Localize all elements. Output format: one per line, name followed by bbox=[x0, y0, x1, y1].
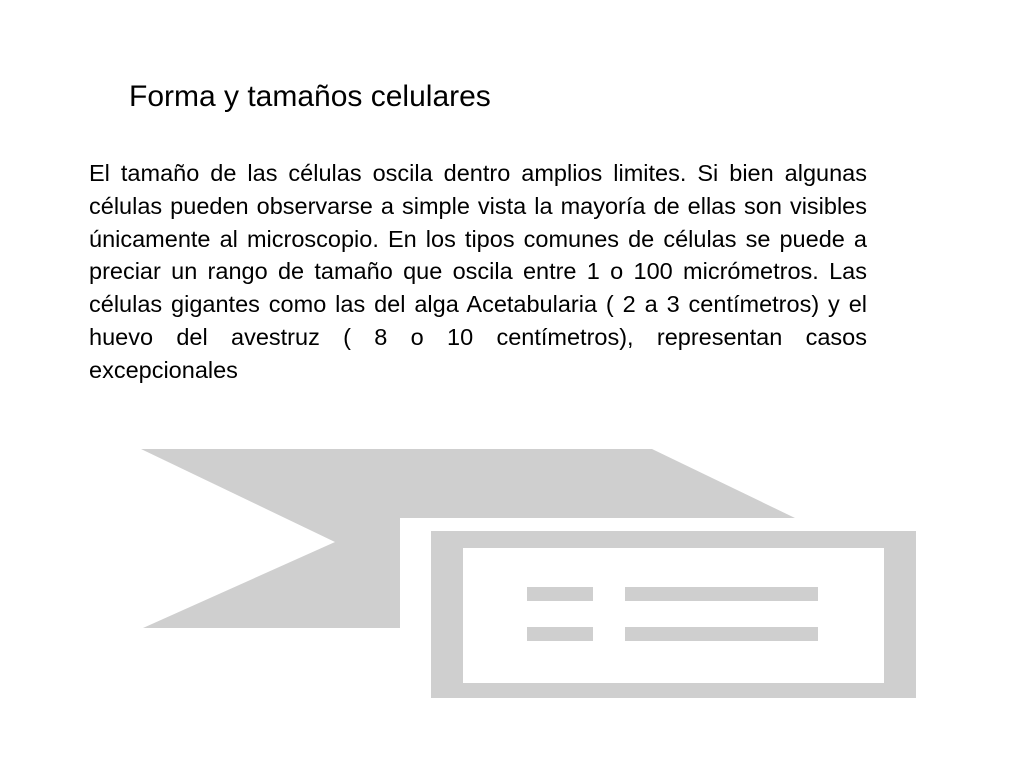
slide-body-text: El tamaño de las células oscila dentro amplios limites. Si bien algunas células pueden observarse a simple vista la mayoría de ellas son visibles únicamente al microscopio. En los tipos comunes de células se puede a preciar un rango de tamaño que oscila entre 1 o 100 micrómetros. Las células gigantes como las del alga Acetabularia ( 2 a 3 centímetros) y el huevo del avestruz ( 8 o 10 centímetros), representan casos excepcionales bbox=[89, 160, 867, 383]
document-line-short-1 bbox=[527, 587, 593, 601]
document-line-short-2 bbox=[527, 627, 593, 641]
document-line-long-1 bbox=[625, 587, 818, 601]
slide-title: Forma y tamaños celulares bbox=[129, 80, 491, 113]
document-line-long-2 bbox=[625, 627, 818, 641]
document-lines-icon bbox=[431, 531, 916, 698]
